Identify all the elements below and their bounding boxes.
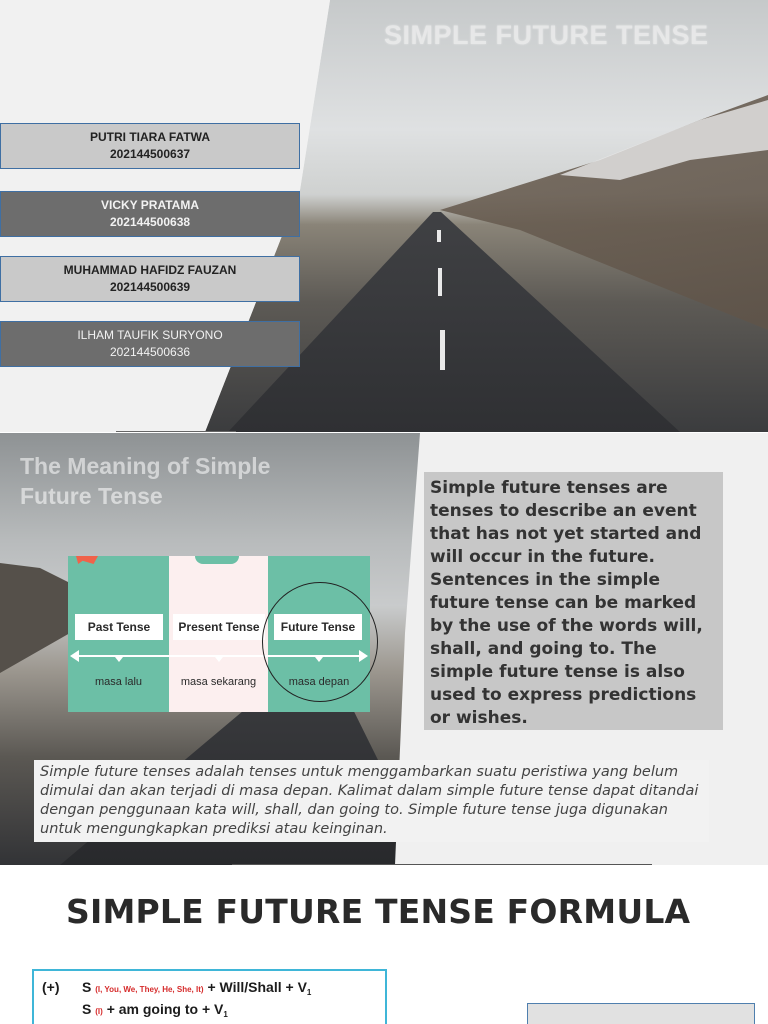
highlight-circle <box>262 582 378 702</box>
arrow-left-icon <box>70 650 79 662</box>
formula-body <box>82 979 311 997</box>
tense-timeline <box>68 556 370 712</box>
subject-list: (I) <box>95 1007 103 1016</box>
member-name: VICKY PRATAMA <box>100 198 199 212</box>
member-id: 202144500636 <box>109 345 191 359</box>
subject-list: (I, You, We, They, He, She, It) <box>95 985 204 994</box>
verb-subscript: 1 <box>223 1010 228 1019</box>
member-name: ILHAM TAUFIK SURYONO <box>77 328 223 342</box>
label-past: Past Tense <box>75 614 163 640</box>
member-card <box>0 256 300 302</box>
formula-box <box>32 969 387 1024</box>
member-card <box>0 321 300 367</box>
verb-subscript: 1 <box>306 988 312 997</box>
caption-future: masa depan <box>288 676 350 688</box>
formula-body <box>82 1001 228 1019</box>
label-future: Future Tense <box>274 614 362 640</box>
member-card <box>0 191 300 237</box>
member-name: PUTRI TIARA FATWA <box>90 130 210 144</box>
tick-icon <box>115 657 123 662</box>
member-name: MUHAMMAD HAFIDZ FAUZAN <box>63 263 237 277</box>
divider <box>116 431 236 432</box>
slide-title: SIMPLE FUTURE TENSE FORMULA <box>66 892 691 931</box>
caption-past: masa lalu <box>94 676 143 688</box>
positive-sign: (+) <box>42 979 60 995</box>
formula-row <box>42 979 377 1001</box>
subject-symbol: S <box>82 979 92 995</box>
label-present: Present Tense <box>173 614 265 640</box>
member-card <box>0 123 300 169</box>
road-marking <box>440 330 445 370</box>
tick-icon <box>215 657 223 662</box>
slide-title: SIMPLE FUTURE TENSE <box>384 20 709 50</box>
decoration-shape <box>76 556 98 564</box>
road-marking <box>437 230 441 242</box>
caption-present: masa sekarang <box>180 676 257 688</box>
slide-heading <box>20 451 350 511</box>
road-marking <box>438 268 442 296</box>
member-id: 202144500638 <box>109 215 191 229</box>
heading-line: The Meaning of Simple <box>20 453 271 479</box>
meaning-slide <box>0 433 768 865</box>
subject-symbol: S <box>82 1001 92 1017</box>
heading-line: Future Tense <box>20 483 163 509</box>
decoration-shape <box>195 556 239 564</box>
divider <box>232 864 652 865</box>
member-id: 202144500637 <box>109 147 191 161</box>
formula-slide <box>0 866 768 1024</box>
formula-row <box>42 1001 377 1023</box>
title-slide <box>0 0 768 432</box>
formula-rest: + am going to + V <box>106 1001 224 1017</box>
english-definition: Simple future tenses are tenses to describe an event that has not yet started and will occur in the future. Sentences in the simple future tense can be marked by the use of the words will, shall, and going to. The simple future tense is also used to express predictions or wishes. <box>424 472 723 730</box>
indonesian-definition: Simple future tenses adalah tenses untuk menggambarkan suatu peristiwa yang belum dimulai dan akan terjadi di masa depan. Kalimat dalam simple future tense dapat ditandai dengan penggunaan kata will, shall, dan going to. Simple future tense juga digunakan untuk mengungkapkan prediksi atau keinginan. <box>34 760 709 842</box>
side-box <box>527 1003 755 1024</box>
member-id: 202144500639 <box>109 280 191 294</box>
formula-rest: + Will/Shall + V <box>207 979 307 995</box>
